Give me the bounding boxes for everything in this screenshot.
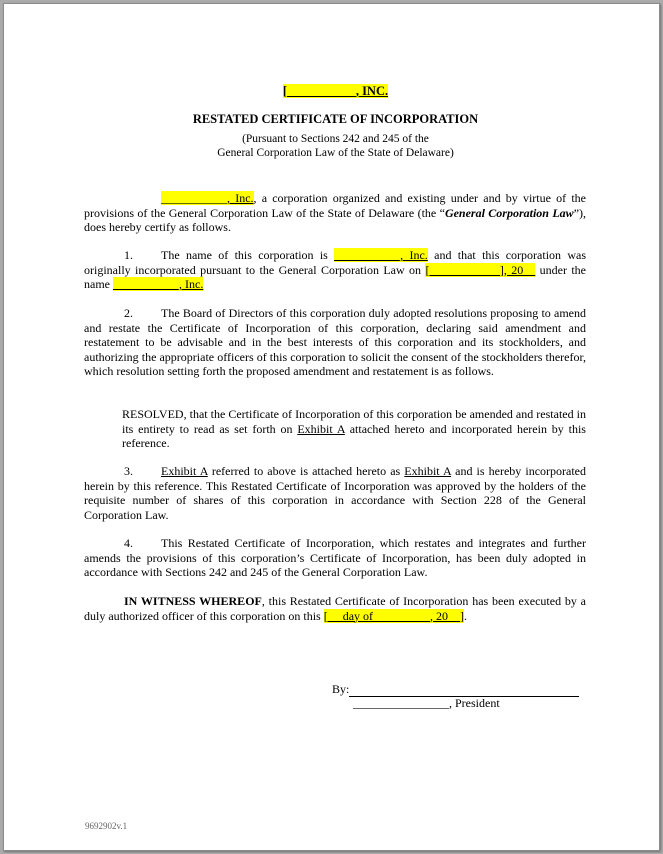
resolved-paragraph: RESOLVED, that the Certificate of Incorporation of this corporation be amended and restated in its entirety to read as set forth on Exhibit A attached hereto and incorporated herein by this reference. (122, 407, 586, 450)
subtitle-line-1: (Pursuant to Sections 242 and 245 of the (242, 133, 429, 145)
signature-field[interactable] (349, 682, 579, 697)
signature-by-line (332, 682, 579, 697)
company-name-heading (4, 84, 663, 98)
signer-title: , President (449, 696, 500, 710)
witness-lead: IN WITNESS WHEREOF (124, 594, 262, 608)
intro-name-field[interactable]: ___________, Inc. (161, 191, 254, 205)
document-page (3, 3, 660, 851)
original-name-field[interactable]: ___________, Inc. (113, 277, 204, 291)
signer-name-field[interactable]: ________________ (353, 696, 449, 710)
paragraph-1-number: 1. (124, 248, 133, 262)
paragraph-2: 2. The Board of Directors of this corporation duly adopted resolutions proposing to amend and restate the Certificate of Incorporation of this corporation, declaring said amendment and restatement to be advisable and in the best interests of this corporation and its stockholders, and authorizing the appropriate officers of this corporation to solicit the consent of the stockholders therefor, which resolution setting forth the proposed amendment and restatement is as follows. (84, 306, 586, 378)
by-label: By: (332, 682, 350, 696)
defined-term: General Corporation Law (444, 205, 574, 220)
document-title: RESTATED CERTIFICATE OF INCORPORATION (192, 112, 479, 126)
paragraph-3-number: 3. (124, 464, 133, 478)
exhibit-a-link: Exhibit A (297, 421, 345, 436)
subtitle-line-2: General Corporation Law of the State of Delaware) (217, 147, 454, 159)
paragraph-4: 4. This Restated Certificate of Incorporation, which restates and integrates and further amends the provisions of this corporation’s Certificate of Incorporation, has been duly adopted in accordance with Sections 242 and 245 of the General Corporation Law. (84, 536, 586, 579)
intro-paragraph: ___________, Inc., a corporation organized and existing under and by virtue of the provisions of the General Corporation Law of the State of Delaware (the “General Corporation Law”), does hereby certify as follows. (84, 191, 587, 234)
paragraph-2-number: 2. (124, 306, 133, 320)
execution-date-field[interactable]: [__ day of _________, 20__] (323, 608, 465, 623)
exhibit-a-ref-1: Exhibit A (161, 464, 208, 478)
signer-title-line (353, 696, 500, 710)
paragraph-3: 3. Exhibit A referred to above is attached hereto as Exhibit A and is hereby incorporated herein by this reference. This Restated Certificate of Incorporation was approved by the holders of the requisite number of shares of this corporation in accordance with Section 228 of the General Corporation Law. (84, 464, 586, 522)
witness-paragraph: IN WITNESS WHEREOF, this Restated Certificate of Incorporation has been executed by a duly authorized officer of this corporation on this [__ day of _________, 20__]. (84, 594, 587, 623)
document-id: 9692902v.1 (85, 821, 128, 831)
paragraph-4-number: 4. (124, 536, 133, 550)
current-name-field[interactable]: ___________, Inc. (334, 248, 428, 262)
incorporation-date-field[interactable]: [_________ __], 20__ (425, 262, 536, 277)
paragraph-1: 1. The name of this corporation is ___________, Inc. and that this corporation was originally incorporated pursuant to the General Corporation Law on [_________ __], 20__ under the name ___________, Inc. (84, 248, 587, 291)
company-name-field[interactable]: [___________, INC. (282, 84, 389, 98)
exhibit-a-ref-2: Exhibit A (404, 464, 452, 478)
